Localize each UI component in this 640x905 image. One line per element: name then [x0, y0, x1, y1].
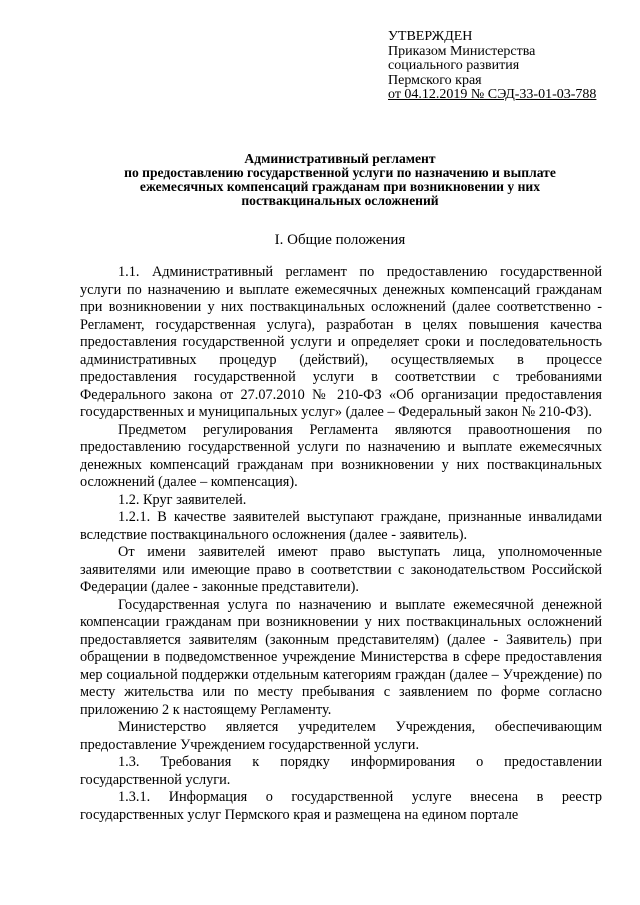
- paragraph: 1.2.1. В качестве заявителей выступают граждане, признанные инвалидами вследствие поствакцинального осложнения (далее - заявитель).: [80, 509, 602, 543]
- paragraph: Государственная услуга по назначению и выплате ежемесячной денежной компенсации гражданам при возникновении у них поствакцинальных осложнений предоставляется заявителям (законным представителям) (далее - Заявитель) при обращении в подведомственное учреждение Министерства в сфере предоставления мер социальной поддержки отдельным категориям граждан (далее – Учреждение) по месту жительства или по месту пребывания с заявлением по форме согласно приложению 2 к настоящему Регламенту.: [80, 596, 602, 718]
- paragraph: 1.1. Административный регламент по предоставлению государственной услуги по назначению и выплате ежемесячных денежных компенсаций гражданам при возникновении у них поствакцинальных осложнений (далее соответственно - Регламент, государственная услуга), разработан в целях повышения качества предоставления государственной услуги и определяет сроки и последовательность административных процедур (действий), осуществляемых в процессе предоставления государственной услуги в соответствии с требованиями Федерального закона от 27.07.2010 № 210-ФЗ «Об организации предоставления государственных и муниципальных услуг» (далее – Федеральный закон № 210-ФЗ).: [80, 264, 602, 420]
- document-title: [80, 152, 600, 208]
- paragraph: Министерство является учредителем Учреждения, обеспечивающим предоставление Учреждением государственной услуги.: [80, 719, 602, 753]
- paragraph: 1.3.1. Информация о государственной услуге внесена в реестр государственных услуг Пермского края и размещена на едином портале: [80, 789, 602, 823]
- approval-heading: УТВЕРЖДЕН: [388, 29, 473, 44]
- approval-line: социального развития: [388, 58, 520, 73]
- approval-line: Пермского края: [388, 72, 482, 88]
- approval-order-number: от 04.12.2019 № СЭД-33-01-03-788: [388, 87, 597, 102]
- paragraph: От имени заявителей имеют право выступать лица, уполномоченные заявителями или имеющие право в соответствии с законодательством Российской Федерации (далее - законные представители).: [80, 544, 602, 595]
- approval-line: Приказом Министерства: [388, 43, 536, 59]
- paragraph: Предметом регулирования Регламента являются правоотношения по предоставлению государственной услуги по назначению и выплате ежемесячных денежных компенсаций гражданам при возникновении у них поствакцинальных осложнений (далее – компенсация).: [80, 421, 602, 490]
- approval-stamp: [388, 30, 596, 103]
- document-body: [80, 264, 602, 824]
- title-line: по предоставлению государственной услуги по назначению и выплате: [124, 165, 556, 180]
- title-line: ежемесячных компенсаций гражданам при возникновении у них: [139, 179, 541, 194]
- section-heading: I. Общие положения: [274, 232, 406, 248]
- paragraph: 1.3. Требования к порядку информирования о предоставлении государственной услуги.: [80, 754, 602, 788]
- title-line: Административный регламент: [244, 151, 436, 166]
- paragraph: 1.2. Круг заявителей.: [118, 491, 247, 508]
- title-line: поствакцинальных осложнений: [241, 193, 439, 208]
